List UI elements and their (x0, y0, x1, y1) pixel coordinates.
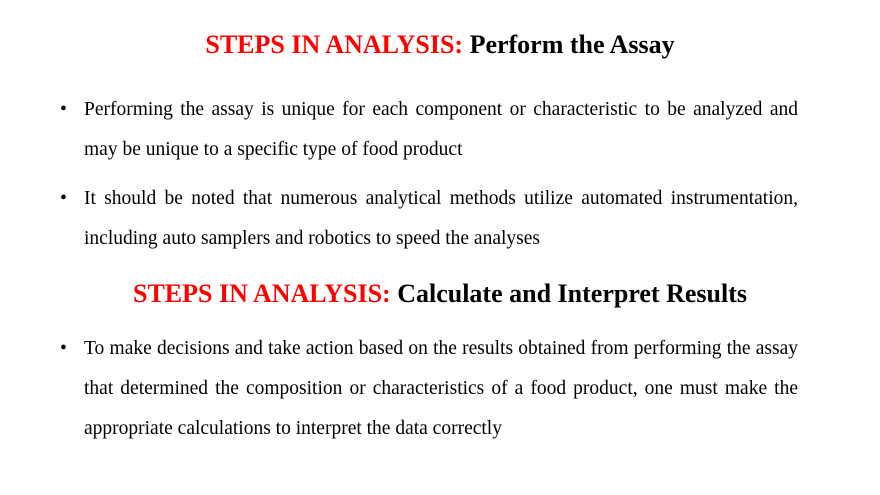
bullet-text: Performing the assay is unique for each component or characteristic to be analyzed and may be unique to a specific type of food product (84, 99, 798, 160)
heading-prefix: STEPS IN ANALYSIS: (133, 279, 391, 308)
bullet-item (60, 90, 798, 170)
heading-prefix: STEPS IN ANALYSIS: (205, 30, 464, 59)
bullet-icon: • (60, 99, 67, 120)
section-heading-calculate-results (0, 279, 880, 309)
heading-title: Perform the Assay (469, 30, 675, 59)
bullet-icon: • (60, 188, 67, 209)
bullet-item (60, 329, 798, 449)
heading-title: Calculate and Interpret Results (397, 279, 747, 308)
section-heading-perform-assay (0, 30, 880, 60)
bullet-icon: • (60, 338, 67, 359)
bullet-text: To make decisions and take action based on the results obtained from performing the assay that determined the composition or characteristics of a food product, one must make the appropriate calculations to interpret the data correctly (84, 338, 798, 439)
bullet-text: It should be noted that numerous analytical methods utilize automated instrumentation, including auto samplers and robotics to speed the analyses (84, 188, 798, 249)
bullet-item (60, 179, 798, 259)
